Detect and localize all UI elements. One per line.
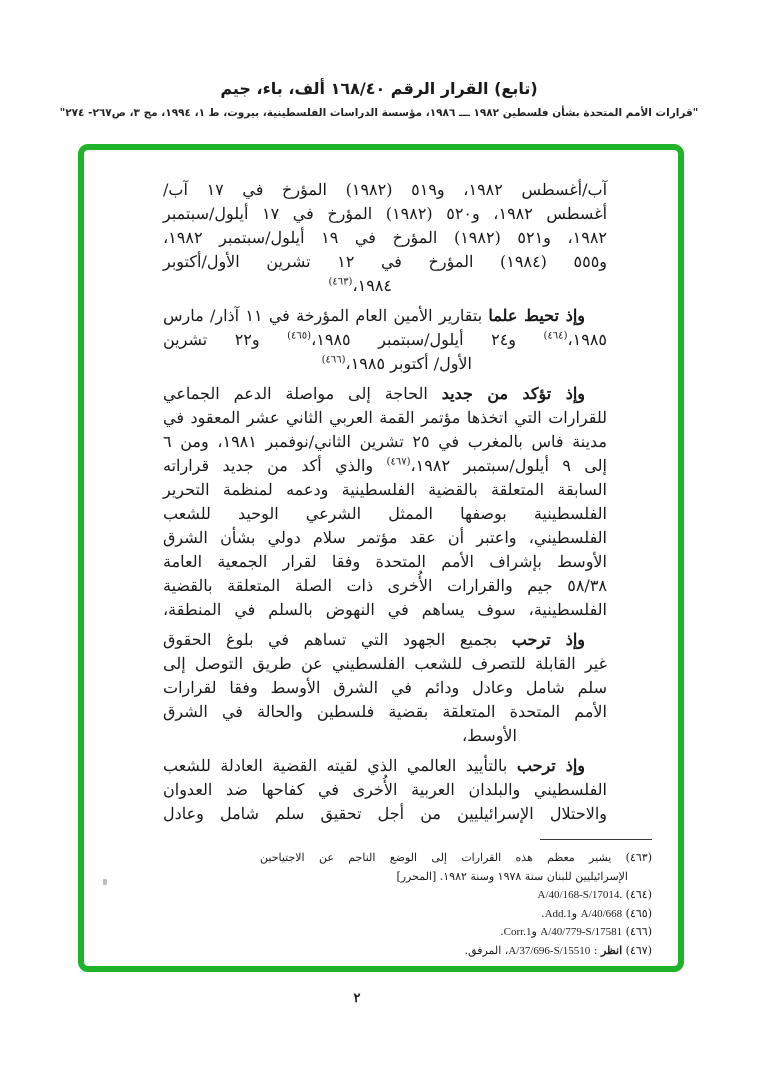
text-segment: الإسرائيليين للبنان سنة ١٩٧٨ وسنة ١٩٨٢. [المحرر] — [396, 869, 628, 883]
text-line — [163, 778, 607, 802]
text-segment: (٤٦٦) — [622, 925, 652, 938]
text-line — [163, 652, 607, 676]
text-line — [260, 942, 652, 961]
text-line — [163, 478, 607, 502]
text-segment: (٤٦٧) — [622, 943, 652, 957]
body-paragraph — [163, 304, 607, 376]
text-segment: الفلسطينية بوصفها الممثل الشرعي الوحيد للشعب — [163, 504, 607, 523]
text-segment: إلى ٩ أيلول/سبتمبر ١٩٨٢، — [410, 456, 607, 475]
body-paragraph — [163, 382, 607, 622]
text-line — [163, 754, 607, 778]
body-paragraph — [163, 754, 607, 826]
text-segment: بتقارير الأمين العام المؤرخة في ١١ آذار/ مارس — [163, 306, 489, 325]
text-line — [163, 628, 607, 652]
text-line — [163, 274, 607, 298]
bold-phrase: وإذ تحيط علما — [488, 306, 585, 325]
bold-phrase: انظر — [600, 943, 623, 957]
text-segment: . — [500, 925, 504, 938]
green-highlight-frame — [78, 144, 684, 972]
text-segment: ١٩٨٤، — [352, 276, 392, 295]
text-line — [163, 202, 607, 226]
bold-phrase: وإذ ترحب — [511, 630, 586, 649]
text-segment: و٢٤ أيلول/سبتمبر ١٩٨٥، — [311, 330, 544, 349]
text-segment: (٤٦٣) يشير معظم هذه القرارات إلى الوضع الناجم عن الاجتياحين — [260, 851, 652, 864]
resolution-body-text — [163, 178, 607, 832]
text-segment: الأوسط بإشراف الأمم المتحدة وفقا لقرار الجمعية العامة — [163, 552, 607, 571]
text-line — [163, 502, 607, 526]
text-line — [163, 328, 607, 352]
text-line — [163, 574, 607, 598]
text-segment: و٥٥٥ (١٩٨٤) المؤرخ في ١٢ تشرين الأول/أكتوبر — [163, 252, 608, 271]
text-line — [163, 250, 607, 274]
text-line — [163, 526, 607, 550]
text-segment: ، المرفق. — [464, 943, 509, 957]
text-segment: و٢٢ تشرين — [163, 330, 288, 349]
source-citation-line: "قرارات الأمم المتحدة بشأن فلسطين ١٩٨٢ ـــ ١٩٨٦، مؤسسة الدراسات الفلسطينية، بيروت، ط ١، ١٩٩٤، مج ٣، ص٢٦٧- ٢٧٤" — [59, 107, 699, 119]
text-segment: . — [541, 906, 545, 920]
footnote-ref-marker: (٤٦٥) — [287, 330, 312, 342]
text-line — [163, 724, 607, 748]
document-symbol: A/37/696-S/15510 — [508, 944, 591, 957]
document-symbol: Add.1 — [544, 907, 572, 920]
text-segment: و — [571, 906, 581, 920]
text-segment: بجميع الجهود التي تساهم في بلوغ الحقوق — [163, 630, 512, 649]
text-segment: أغسطس ١٩٨٢، و٥٢٠ (١٩٨٢) المؤرخ في ١٧ أيلول/سبتمبر — [163, 204, 608, 223]
text-segment: الحاجة إلى مواصلة الدعم الجماعي — [163, 384, 442, 403]
text-segment: الفلسطيني والبلدان العربية الأُخرى في كفاحها ضد العدوان — [163, 780, 607, 799]
text-line — [260, 849, 652, 868]
text-segment: سلم شامل وعادل ودائم في الشرق الأوسط وفقا لقرارات — [163, 678, 607, 697]
bold-phrase: وإذ تؤكد من جديد — [441, 384, 585, 403]
body-paragraph — [163, 178, 607, 298]
text-segment: ٥٨/٣٨ جيم والقرارات الأُخرى ذات الصلة المتعلقة بالقضية — [163, 576, 607, 595]
document-symbol: A/40/668 — [580, 907, 623, 920]
footnote-ref-marker: (٤٦٦) — [321, 354, 346, 366]
text-segment: الفلسطينية، سوف يساهم في النهوض بالسلم في المنطقة، — [163, 600, 607, 619]
text-segment: والاحتلال الإسرائيليين من أجل تحقيق سلم شامل وعادل — [163, 804, 608, 823]
text-line — [260, 923, 652, 942]
text-segment: ١٩٨٢، و٥٢١ (١٩٨٢) المؤرخ في ١٩ أيلول/سبتمبر ١٩٨٢، — [163, 228, 608, 247]
text-segment: مدينة فاس بالمغرب في ٢٥ تشرين الثاني/نوفمبر ١٩٨١، ومن ٦ — [163, 432, 607, 451]
text-line — [163, 226, 607, 250]
document-symbol: Corr.1 — [503, 926, 532, 938]
bold-phrase: وإذ ترحب — [516, 756, 586, 775]
text-segment: (٤٦٤) — [622, 888, 652, 901]
text-line — [163, 304, 607, 328]
text-segment: الأمم المتحدة المتعلقة بقضية فلسطين والحالة في الشرق — [163, 702, 607, 721]
text-line — [163, 382, 607, 406]
body-paragraph — [163, 628, 607, 748]
page-number: ٢ — [353, 991, 361, 1006]
text-line — [163, 676, 607, 700]
text-line — [260, 868, 652, 887]
text-segment: للقرارات التي اتخذها مؤتمر القمة العربي الثاني عشر المعقود في — [163, 408, 607, 427]
text-line — [163, 550, 607, 574]
resolution-continuation-title: (تابع) القرار الرقم ١٦٨/٤٠ ألف، باء، جيم — [220, 79, 538, 98]
footnote-separator-rule — [540, 839, 652, 840]
text-segment: آب/أغسطس ١٩٨٢، و٥١٩ (١٩٨٢) المؤرخ في ١٧ آب/ — [163, 180, 608, 199]
text-segment: ١٩٨٥، — [567, 330, 608, 349]
footnotes-block — [260, 849, 652, 960]
text-line — [163, 430, 607, 454]
text-segment: : — [590, 943, 601, 957]
footnote-ref-marker: (٤٦٤) — [543, 330, 568, 342]
text-segment: و — [531, 925, 541, 938]
document-symbol: A/40/779-S/17581 — [540, 926, 623, 938]
scan-artifact-speck — [103, 879, 107, 885]
text-line — [163, 454, 607, 478]
text-line — [163, 352, 607, 376]
text-segment: الفلسطيني، واعتبر أن عقد مؤتمر سلام دولي بشأن الشرق — [163, 528, 607, 547]
text-segment: الأول/ أكتوبر ١٩٨٥، — [345, 354, 472, 373]
footnote-ref-marker: (٤٦٣) — [328, 276, 353, 288]
text-segment: الأوسط، — [461, 726, 517, 745]
text-segment: غير القابلة للتصرف للشعب الفلسطيني عن طريق التوصل إلى — [163, 654, 607, 673]
text-segment: والذي أكد من جديد قراراته — [163, 456, 387, 475]
document-symbol: A/40/168-S/17014. — [537, 889, 623, 901]
text-line — [163, 598, 607, 622]
footnote-ref-marker: (٤٦٧) — [386, 456, 411, 468]
text-line — [260, 905, 652, 924]
text-segment: بالتأييد العالمي الذي لقيته القضية العادلة للشعب — [163, 756, 517, 775]
text-line — [163, 178, 607, 202]
text-line — [260, 886, 652, 905]
text-line — [163, 406, 607, 430]
text-line — [163, 802, 607, 826]
text-segment: السابقة المتعلقة بالقضية الفلسطينية ودعمه لمنظمة التحرير — [163, 480, 607, 499]
text-segment: (٤٦٥) — [622, 906, 652, 920]
text-line — [163, 700, 607, 724]
